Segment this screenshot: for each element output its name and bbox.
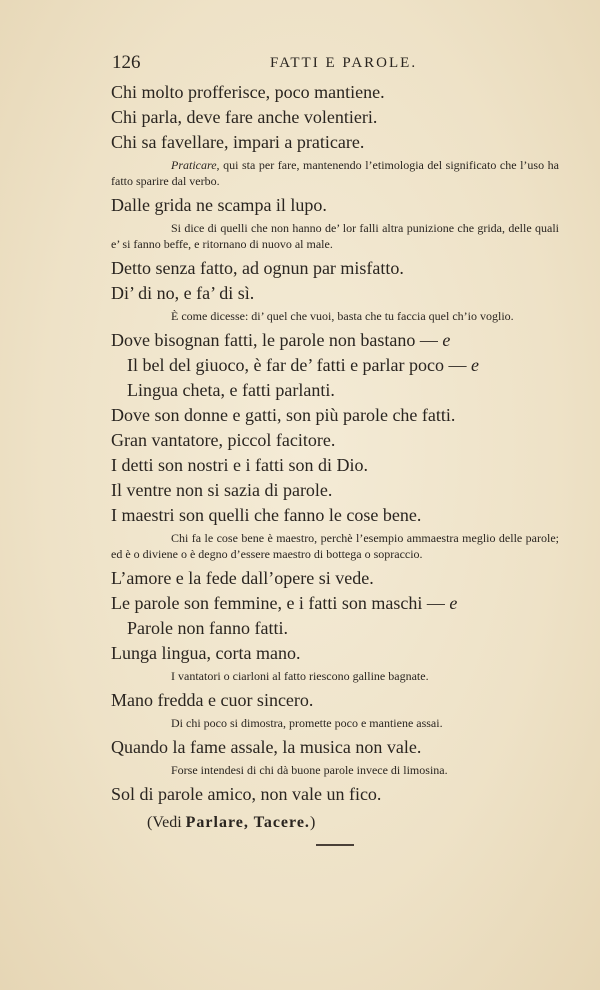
comment-text: Si dice di quelli che non hanno de’ lor falli altra punizione che grida, delle quali e’ si fanno beffe, e ritornano di nuovo al male. [111, 221, 559, 251]
comment-text: I vantatori o ciarloni al fatto riescono galline bagnate. [171, 669, 429, 683]
proverb-entry [111, 478, 559, 503]
proverb-entry [111, 281, 559, 324]
proverb-line: Chi molto profferisce, poco mantiene. [111, 82, 385, 102]
proverb-text [111, 130, 559, 155]
proverb-line: Dove bisognan fatti, le parole non bastano — [111, 330, 438, 350]
proverb-text [111, 735, 559, 760]
proverb-line: Di’ di no, e fa’ di sì. [111, 283, 255, 303]
proverb-text [111, 428, 559, 453]
proverb-text [111, 453, 559, 478]
proverb-entry [111, 256, 559, 281]
proverb-text [111, 378, 559, 403]
proverb-comment [111, 668, 559, 684]
proverb-text [111, 616, 559, 641]
proverb-entry [111, 782, 559, 807]
comment-term: Praticare, [171, 158, 220, 172]
proverb-text [111, 782, 559, 807]
see-also-suffix: ) [309, 814, 316, 831]
proverb-line: Dove son donne e gatti, son più parole che fatti. [111, 405, 456, 425]
proverb-text [111, 566, 559, 591]
proverb-line: Sol di parole amico, non vale un fico. [111, 784, 382, 804]
page-header [112, 52, 552, 76]
proverb-text [111, 403, 559, 428]
page-number: 126 [112, 52, 141, 73]
proverb-text [111, 193, 559, 218]
proverb-text [111, 328, 559, 353]
proverb-entry [111, 566, 559, 591]
proverb-entry [111, 591, 559, 616]
proverb-entry [111, 378, 559, 403]
comment-text: Forse intendesi di chi dà buone parole invece di limosina. [171, 763, 448, 777]
proverb-entry [111, 428, 559, 453]
proverb-comment [111, 715, 559, 731]
proverb-line: I detti son nostri e i fatti son di Dio. [111, 455, 368, 475]
proverb-comment [111, 530, 559, 562]
proverb-line: Il bel del giuoco, è far de’ fatti e parlar poco — [127, 355, 467, 375]
proverb-line: L’amore e la fede dall’opere si vede. [111, 568, 374, 588]
proverb-line: Quando la fame assale, la musica non vale. [111, 737, 422, 757]
proverb-entry [111, 328, 559, 353]
proverb-line: I maestri son quelli che fanno le cose bene. [111, 505, 422, 525]
proverb-list [111, 80, 559, 835]
comment-text: È come dicesse: di’ quel che vuoi, basta che tu faccia quel ch’io voglio. [171, 309, 514, 323]
comment-text: Di chi poco si dimostra, promette poco e mantiene assai. [171, 716, 443, 730]
proverb-text [111, 281, 559, 306]
comment-text: Chi fa le cose bene è maestro, perchè l’esempio ammaestra meglio delle parole; ed è o diviene o è degno d’essere maestro di bottega o sopraccio. [111, 531, 559, 561]
proverb-text [111, 105, 559, 130]
proverb-text [111, 256, 559, 281]
proverb-entry [111, 735, 559, 778]
proverb-comment [111, 220, 559, 252]
proverb-comment [111, 157, 559, 189]
continuation-mark: e [437, 330, 451, 350]
proverb-text [111, 641, 559, 666]
proverb-line: Chi parla, deve fare anche volentieri. [111, 107, 378, 127]
proverb-entry [111, 353, 559, 378]
end-rule [316, 844, 354, 846]
proverb-entry [111, 453, 559, 478]
proverb-entry [111, 193, 559, 252]
xref-tacere: Tacere. [253, 814, 310, 831]
proverb-text [111, 503, 559, 528]
proverb-text [111, 353, 559, 378]
proverb-line: Mano fredda e cuor sincero. [111, 690, 314, 710]
proverb-text [111, 80, 559, 105]
proverb-entry [111, 105, 559, 130]
see-also-separator: , [243, 814, 254, 831]
proverb-line: Gran vantatore, piccol facitore. [111, 430, 336, 450]
see-also-prefix: (Vedi [147, 814, 186, 831]
proverb-entry [111, 503, 559, 562]
proverb-entry [111, 80, 559, 105]
continuation-mark: e [466, 355, 480, 375]
proverb-line: Parole non fanno fatti. [127, 618, 288, 638]
proverb-text [111, 591, 559, 616]
proverb-text [111, 478, 559, 503]
continuation-mark: e [444, 593, 458, 613]
proverb-line: Le parole son femmine, e i fatti son maschi — [111, 593, 445, 613]
proverb-entry [111, 641, 559, 684]
proverb-comment [111, 762, 559, 778]
proverb-line: Lunga lingua, corta mano. [111, 643, 301, 663]
running-head: FATTI E PAROLE. [270, 55, 418, 71]
proverb-line: Lingua cheta, e fatti parlanti. [127, 380, 335, 400]
proverb-entry [111, 403, 559, 428]
proverb-text [111, 688, 559, 713]
comment-text: qui sta per fare, mantenendo l’etimologia del significato che l’uso ha fatto sparire dal verbo. [111, 158, 559, 188]
proverb-line: Chi sa favellare, impari a praticare. [111, 132, 365, 152]
see-also-note [111, 811, 559, 835]
proverb-entry [111, 688, 559, 731]
proverb-comment [111, 308, 559, 324]
proverb-entry [111, 616, 559, 641]
xref-parlare: Parlare [185, 814, 244, 831]
proverb-line: Detto senza fatto, ad ognun par misfatto. [111, 258, 404, 278]
proverb-entry [111, 130, 559, 189]
proverb-line: Dalle grida ne scampa il lupo. [111, 195, 327, 215]
proverb-line: Il ventre non si sazia di parole. [111, 480, 333, 500]
